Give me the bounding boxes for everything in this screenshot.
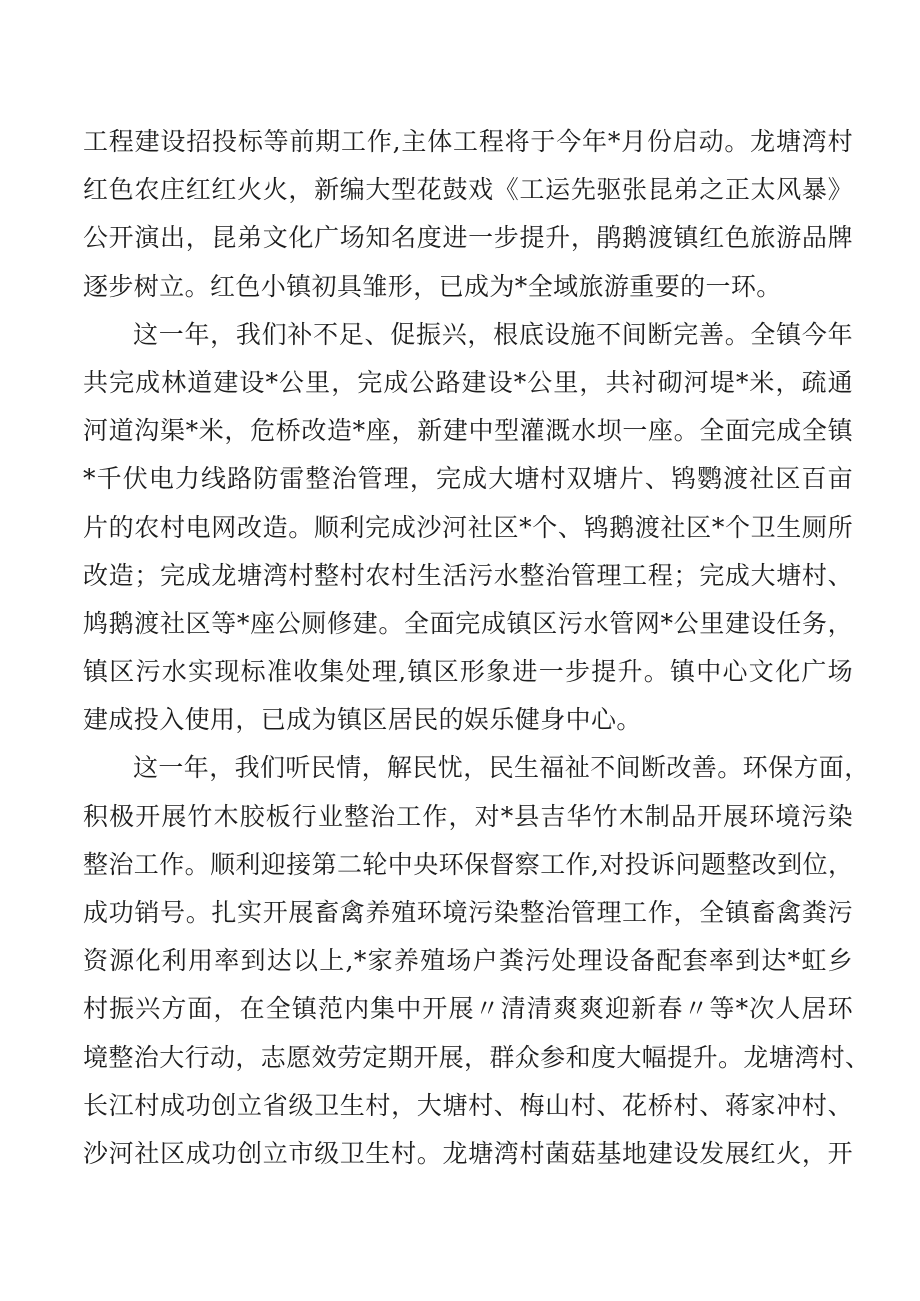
- body-text: [83, 118, 871, 1178]
- text-line: 鸠鹅渡社区等*座公厕修建。全面完成镇区污水管网*公里建设任务，: [83, 608, 853, 638]
- text-line: 村振兴方面，在全镇范内集中开展〃清清爽爽迎新春〃等*次人居环: [83, 994, 853, 1024]
- text-line: 工程建设招投标等前期工作,主体工程将于今年*月份启动。龙塘湾村: [83, 127, 853, 156]
- text-line: 镇区污水实现标准收集处理,镇区形象进一步提升。镇中心文化广场: [83, 657, 853, 687]
- text-line: 共完成林道建设*公里，完成公路建设*公里，共衬砌河堤*米，疏通: [83, 367, 853, 397]
- text-line: 公开演出，昆弟文化广场知名度进一步提升，鹃鹅渡镇红色旅游品牌: [83, 223, 853, 253]
- text-line: 资源化利用率到达以上,*家养殖场户粪污处理设备配套率到达*虹乡: [83, 946, 853, 976]
- text-line: 河道沟渠*米，危桥改造*座，新建中型灌溉水坝一座。全面完成全镇: [83, 416, 853, 446]
- text-line: 长江村成功创立省级卫生村，大塘村、梅山村、花桥村、蒋家冲村、: [83, 1090, 853, 1120]
- text-line: 整治工作。顺利迎接第二轮中央环保督察工作,对投诉问题整改到位，: [83, 849, 854, 879]
- text-line: 成功销号。扎实开展畜禽养殖环境污染整治管理工作，全镇畜禽粪污: [83, 898, 853, 927]
- text-line: 建成投入使用，已成为镇区居民的娱乐健身中心。: [83, 705, 642, 735]
- text-line: 红色农庄红红火火，新编大型花鼓戏《工运先驱张昆弟之正太风暴》: [83, 175, 853, 205]
- text-line: 境整治大行动，志愿效劳定期开展，群众参和度大幅提升。龙塘湾村、: [83, 1042, 871, 1072]
- text-line: *千伏电力线路防雷整治管理，完成大塘村双塘片、鸨鹦渡社区百亩: [83, 464, 853, 494]
- text-line: 这一年，我们补不足、促振兴，根底设施不间断完善。全镇今年: [133, 319, 853, 349]
- text-line: 积极开展竹木胶板行业整治工作，对*县吉华竹木制品开展环境污染: [83, 801, 853, 831]
- text-line: 这一年，我们听民情，解民忧，民生福祉不间断改善。环保方面，: [133, 753, 870, 783]
- text-line: 逐步树立。红色小镇初具雏形，已成为*全域旅游重要的一环。: [83, 271, 782, 301]
- text-line: 片的农村电网改造。顺利完成沙河社区*个、鸨鹅渡社区*个卫生厕所: [83, 512, 853, 542]
- text-line: 改造；完成龙塘湾村整村农村生活污水整治管理工程；完成大塘村、: [83, 560, 853, 590]
- text-line: 沙河社区成功创立市级卫生村。龙塘湾村菌菇基地建设发展红火，开: [83, 1138, 853, 1168]
